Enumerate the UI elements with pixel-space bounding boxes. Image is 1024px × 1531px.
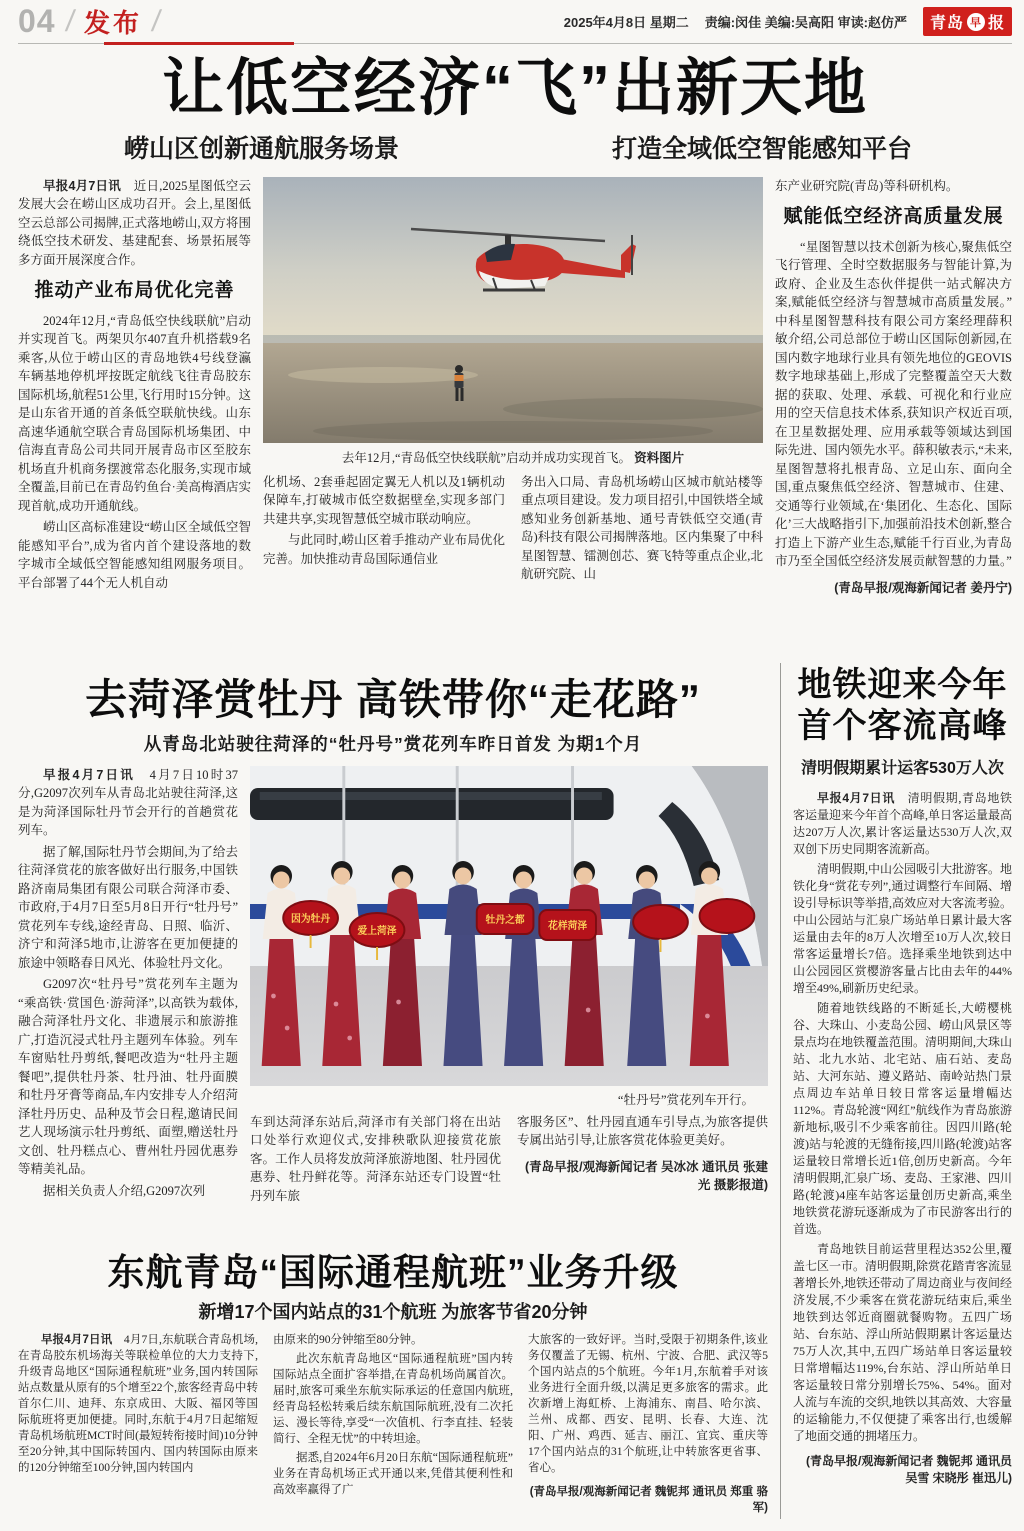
article2-mid-column-2 (517, 1113, 768, 1234)
article4-column-1 (18, 1332, 258, 1519)
qingdao-morning-post-logo (923, 7, 1012, 36)
train-crew-photo (250, 766, 768, 1086)
byline: (青岛早报/观海新闻记者 吴冰冰 通讯员 张建光 摄影报道) (524, 1159, 768, 1193)
paragraph: 东产业研究院(青岛)等科研机构。 (775, 178, 959, 193)
article2-column-main (250, 766, 768, 1234)
paragraph: 早报4月7日讯 4月7日,东航联合青岛机场,在青岛胶东机场海关等联检单位的大力支持下,升级青岛地区“国际通程航班”业务,国内转国际站点数量从原有的5个增至22个,旅客经青岛中转首尔仁川、迪拜、东京成田、大阪、福冈等国际航班将更加便捷。同时,东航于4月7日起缩短青岛机场航班MCT时间(最短转衔接时间)10分钟至20分钟,其中国际转国内、国内转国际由原来的120分钟缩至100分钟,国内转国内 (18, 1333, 258, 1474)
brand-text-right: 报 (987, 15, 1005, 32)
paragraph: 据了解,国际牡丹节会期间,为了给去往菏泽赏花的旅客做好出行服务,中国铁路济南局集团有限公司联合菏泽市委、市政府,于4月7日至5月8日开行“牡丹号”赏花列车专线,途经青岛、日照、临沂、济宁和菏泽5地市,让游客在更加便捷的旅途中领略春日风光、体验牡丹文化。 (18, 844, 238, 970)
masthead (18, 0, 1012, 44)
article2-column-left (18, 766, 238, 1234)
article1-body (18, 177, 1012, 655)
date-line: 2025年4月8日 星期二 (563, 15, 689, 30)
article-low-altitude (18, 56, 1012, 655)
article2-body (18, 766, 768, 1234)
caption-text: 去年12月,“青岛低空快线联航”启动并成功实现首飞。 (341, 450, 632, 465)
subhead: 推动产业布局优化完善 (34, 280, 235, 302)
paragraph: 早报4月7日讯 近日,2025星图低空云发展大会在崂山区成功召开。会上,星图低空云总部公司揭牌,正式落地崂山,双方将围绕低空技术研发、基建配套、场景拓展等多方面开展深度合作。 (18, 178, 251, 267)
article1-mid-column-2 (521, 473, 763, 655)
paragraph: 由原来的90分钟缩至80分钟。 (273, 1333, 423, 1346)
section-underline (104, 42, 294, 45)
paragraph: 清明假期,中山公园吸引大批游客。地铁化身“赏花专列”,通过调整行车间隔、增设引导标识等举措,高效应对大客流考验。中山公园站与汇泉广场站单日累计最大客运量由去年的8万人次增至10万人次,较日常客运量增长7倍。选择乘坐地铁到达中山公园园区赏樱游客量占比由去年的44%增至49%,刷新历史纪录。 (793, 861, 1012, 995)
article1-deck-left: 崂山区创新通航服务场景 (124, 134, 400, 163)
paragraph: 随着地铁线路的不断延长,大崂樱桃谷、大珠山、小麦岛公园、崂山风景区等景点均在地铁覆盖范围。清明期间,大珠山站、北九水站、北宅站、庙石站、麦岛站、大河东站、遵义路站、南岭站热门景点周边车站单日较日常客运量增幅达112%。青岛轮渡“网红”航线作为青岛旅游新地标,吸引不少乘客前往。因四川路(轮渡)站与轮渡的无缝衔接,四川路(轮渡)站客运量较日常增长近1倍,创历史新高。今年清明假期,汇泉广场、麦岛、王家港、四川路(轮渡)4座车站客运量创历史新高,乘坐地铁赏花游玩逐渐成为了市民游客出行的首选。 (793, 1000, 1012, 1236)
article1-deck-right: 打造全域低空智能感知平台 (611, 134, 912, 163)
article3-headline-line1: 地铁迎来今年 (797, 665, 1008, 704)
byline: (青岛早报/观海新闻记者 姜丹宁) (834, 580, 1012, 595)
article-metro-peak (780, 663, 1012, 1519)
article3-deck: 清明假期累计运客530万人次 (801, 759, 1004, 777)
article1-headline: 让低空经济“飞”出新天地 (161, 54, 868, 123)
section-name: 发布 (83, 8, 142, 38)
helicopter-photo-art (263, 177, 763, 443)
article1-continuation-columns (263, 473, 763, 655)
article2-continuation-columns (250, 1113, 768, 1234)
article3-headline-line2: 首个客流高峰 (797, 706, 1008, 745)
article4-column-2 (273, 1332, 513, 1519)
article2-photo-caption: “牡丹号”赏花列车开行。 (617, 1092, 754, 1107)
article1-mid-column-1 (263, 473, 505, 655)
article2-mid-column-1 (250, 1113, 501, 1234)
banner-text-2: 花样菏泽 (548, 920, 588, 932)
editor-line: 责编:闵佳 美编:吴高阳 审读:赵仿严 (704, 15, 907, 30)
divider-slash: / (63, 4, 77, 38)
train-photo-art (250, 766, 768, 1086)
byline: (青岛早报/观海新闻记者 魏铌邦 通讯员 吴雪 宋晓彤 崔迅儿) (806, 1453, 1012, 1485)
divider-slash: / (149, 4, 163, 38)
paragraph: 化机场、2套垂起固定翼无人机以及1辆机动保障车,打破城市低空数据壁垒,实现多部门共建共享,实现智慧低空城市联动响应。 (263, 474, 505, 526)
page-number: 04 (18, 3, 56, 39)
paragraph: 2024年12月,“青岛低空快线联航”启动并实现首飞。两架贝尔407直升机搭载9名乘客,从位于崂山区的青岛地铁4号线登瀛车辆基地停机坪按既定航线飞往青岛胶东国际机场,航程51公里,飞行用时15分钟。这是山东省开通的首条低空联航快线。山东高速华通航空联合青岛国际机场集团、中信海直青岛公司共同开展青岛市区至胶东机场直升机商务摆渡常态化服务,实现市域全覆盖,目前已在青岛钓鱼台·美高梅酒店实现首航,成功开通航线。 (18, 313, 251, 513)
article-peony-train (18, 663, 768, 1234)
article4-deck: 新增17个国内站点的31个航班 为旅客节省20分钟 (198, 1301, 588, 1322)
bottom-left-region (18, 663, 768, 1519)
article2-headline: 去菏泽赏牡丹 高铁带你“走花路” (85, 675, 701, 723)
photo-credit: 资料图片 (634, 450, 685, 465)
fan-text-2: 爱上菏泽 (357, 925, 397, 937)
article2-deck: 从青岛北站驶往菏泽的“牡丹号”赏花列车昨日首发 为期1个月 (143, 733, 643, 754)
paragraph: 此次东航青岛地区“国际通程航班”国内转国际站点全面扩容举措,在青岛机场尚属首次。届时,旅客可乘坐东航实际承运的任意国内航班,经青岛轻松转乘后续东航国际航班,没有二次托运、漫长等待,享受“一次值机、行李直挂、轻装简行、全程无忧”的中转坦途。 (273, 1352, 513, 1445)
fan-text-1: 因为牡丹 (291, 913, 331, 925)
paragraph: 青岛地铁目前运营里程达352公里,覆盖七区一市。清明假期,除赏花踏青客流显著增长外,地铁还带动了周边商业与夜间经济发展,不少乘客在赏花游玩结束后,乘坐地铁到达邻近商圈就餐购物。五四广场站、台东站、浮山所站假期累计客运量达75万人次,其中,五四广场站单日客运量较日常增幅达119%,台东站、浮山所站单日客运量较日常分别增长75%、54%。面对人流与车流的交织,地铁以其高效、大容量的运输能力,不仅便捷了乘客出行,也缓解了地面交通的拥堵压力。 (793, 1241, 1012, 1443)
article1-column-left (18, 177, 251, 655)
paragraph: 客服务区”、牡丹园直通车引导点,为旅客提供专属出站引导,让旅客赏花体验更美好。 (517, 1114, 768, 1148)
article1-photo-caption (263, 443, 763, 473)
bottom-section (18, 663, 1012, 1519)
paragraph: G2097次“牡丹号”赏花列车主题为“乘高铁·赏国色·游菏泽”,以高铁为载体,融合菏泽牡丹文化、非遗展示和旅游推广,打造沉浸式牡丹主题列车体验。列车车窗贴牡丹剪纸,餐吧改造为“牡丹主题餐吧”,提供牡丹茶、牡丹油、牡丹面膜和牡丹牙膏等商品,车内安排专人介绍菏泽牡丹历史、品种及节会日程,邀请民间艺人现场演示牡丹剪纸、面塑,赠送牡丹文创、牡丹糕点心、曹州牡丹园优惠券等精美礼品。 (18, 977, 238, 1177)
article3-body (793, 790, 1012, 1487)
paragraph: 早报4月7日讯 清明假期,青岛地铁客运量迎来今年首个高峰,单日客运量最高达207万人次,累计客运量达530万人次,双双创下历史同期客流新高。 (793, 790, 1012, 856)
article1-column-right (775, 177, 1012, 655)
article1-column-middle (263, 177, 763, 655)
paragraph: 早报4月7日讯 4月7日10时37分,G2097次列车从青岛北站驶往菏泽,这是为菏泽国际牡丹节会开行的首趟赏花列车。 (18, 767, 238, 838)
article4-column-3 (528, 1332, 768, 1519)
paragraph: “星图智慧以技术创新为核心,聚焦低空飞行管理、全时空数据服务与智能计算,为政府、企业及生态伙伴提供一站式解决方案,赋能低空经济与智慧城市高质量发展。”中科星图智慧科技有限公司方案经理薛积敏介绍,公司总部位于崂山区国际创新园,在国内数字地球行业具有领先地位的GEOVIS数字地球基础上,形成了完整覆盖空天大数据的获取、处理、承载、可视化和行业应用的空天信息技术体系,获知识产权近百项,在卫星数据处理、应用承载等领域达到国际先进、国内领先水平。薛积敏表示,“未来,星图智慧将扎根青岛、立足山东、面向全国,重点聚焦低空经济、智慧城市、住建、交通等行业领域,在‘集团化、生态化、国际化’三大战略指引下,加强前沿技术创新,整合打造上下游产业生态,赋能千行百业,为青岛市乃至全国低空经济发展贡献智慧的力量。” (775, 239, 1012, 569)
paragraph: 务出入口局、青岛机场崂山区城市航站楼等重点项目建设。发力项目招引,中国铁塔全域感知业务创新基地、通号青铁低空交通(青岛)科技有限公司揭牌落地。区内集聚了中科星图智慧、镭测创芯、赛飞特等重点企业,北航研究院、山 (521, 474, 763, 582)
article-airline-upgrade (18, 1240, 768, 1519)
helicopter-photo (263, 177, 763, 443)
subhead: 赋能低空经济高质量发展 (783, 206, 1004, 228)
paragraph: 据悉,自2024年6月20日东航“国际通程航班”业务在青岛机场正式开通以来,凭借其便利性和高效率赢得了广 (273, 1451, 513, 1496)
paragraph: 车到达菏泽东站后,菏泽市有关部门将在出站口处举行欢迎仪式,安排秧歌队迎接赏花旅客。工作人员将发放菏泽旅游地图、牡丹园优惠券、牡丹鲜花等。菏泽东站还专门设置“牡丹列车旅 (250, 1114, 501, 1203)
masthead-right (564, 7, 1012, 36)
masthead-left (18, 3, 163, 40)
article3-headline (793, 665, 1012, 747)
paragraph: 崂山区高标准建设“崂山区全域低空智能感知平台”,成为省内首个建设落地的数字城市全域低空智能感知组网服务项目。平台部署了44个无人机自动 (18, 520, 251, 590)
article4-columns (18, 1332, 768, 1519)
paragraph: 大旅客的一致好评。当时,受限于初期条件,该业务仅覆盖了无锡、杭州、宁波、合肥、武汉等5个国内站点的5个航班。今年1月,东航着手对该业务进行全面升级,以满足更多旅客的需求。此次新增上海虹桥、上海浦东、南昌、哈尔滨、兰州、成都、西安、昆明、长春、大连、沈阳、广州、鸡西、延吉、丽江、宜宾、重庆等17个国内站点的31个航班,让中转旅客更省事、省心。 (528, 1333, 768, 1474)
article1-deck-row (18, 125, 1012, 177)
banner-text-1: 牡丹之都 (485, 914, 525, 926)
brand-text-left: 青岛 (929, 15, 964, 32)
article4-headline: 东航青岛“国际通程航班”业务升级 (107, 1251, 679, 1293)
logo-emblem-icon: 早 (967, 13, 985, 31)
byline: (青岛早报/观海新闻记者 魏铌邦 通讯员 郑重 骆军) (529, 1485, 768, 1514)
paragraph: 与此同时,崂山区着手推动产业布局优化完善。加快推动青岛国际通信业 (263, 533, 505, 566)
paragraph: 据相关负责人介绍,G2097次列 (43, 1183, 206, 1198)
